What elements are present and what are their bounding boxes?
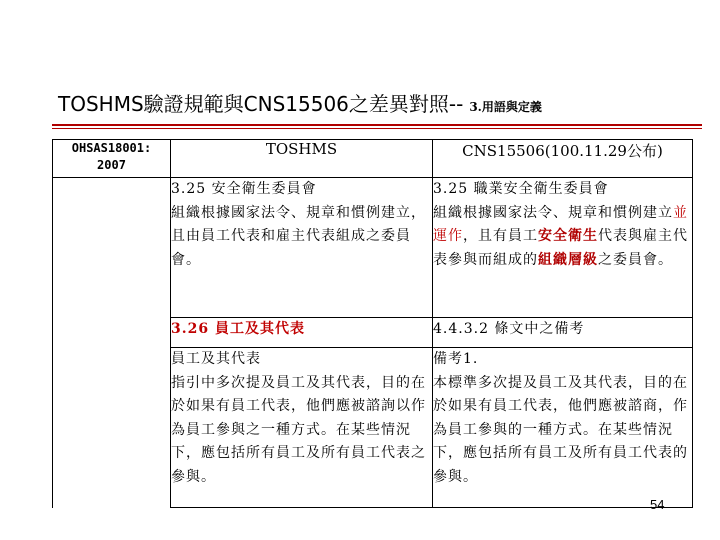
cns-326-heading-text: 4.4.3.2 條文中之備考 xyxy=(433,321,585,337)
slide-title-sub: 3.用語與定義 xyxy=(469,100,542,114)
cns-325-highlight-3: 組織層級 xyxy=(538,251,598,268)
cns-325-text-1: 組織根據國家法令、規章和慣例建立 xyxy=(433,204,673,221)
slide-title-main: TOSHMS驗證規範與CNS15506之差異對照-- xyxy=(58,92,464,116)
row-325 xyxy=(53,178,693,318)
cns-325-highlight-1: 並運作 xyxy=(433,204,688,244)
cns-325-body xyxy=(433,202,692,273)
title-divider xyxy=(52,124,702,126)
cns-325-text-4: 之委員會。 xyxy=(598,251,673,268)
toshms-326-body: 員工及其代表 指引中多次提及員工及其代表，目的在於如果有員工代表，他們應被諮詢以作為員工參與之一種方式。在某些情況下，應包括所有員工及所有員工代表之參與。 xyxy=(171,348,433,508)
header-cns: CNS15506(100.11.29公布) xyxy=(433,140,693,178)
page-number: 54 xyxy=(650,497,665,512)
toshms-325-cell xyxy=(171,178,433,318)
cns-325-cell xyxy=(433,178,693,318)
toshms-326-heading xyxy=(171,318,433,348)
title-divider-thin xyxy=(52,128,702,129)
ohsas-cell-empty-2 xyxy=(53,318,171,348)
cns-325-text-2: ，且有員工 xyxy=(463,228,538,244)
row-326-body xyxy=(53,348,693,508)
row-326-heading xyxy=(53,318,693,348)
ohsas-cell-empty-3 xyxy=(53,348,171,508)
cns-325-highlight-2: 安全衛生 xyxy=(538,228,598,244)
ohsas-cell-empty xyxy=(53,178,171,318)
header-toshms: TOSHMS xyxy=(171,140,433,178)
cns-325-text-3: 代表與雇主代表參與而組成的 xyxy=(433,228,688,268)
header-row xyxy=(53,140,693,178)
cns-325-title: 3.25 職業安全衛生委員會 xyxy=(433,181,609,197)
toshms-325-title: 3.25 安全衛生委員會 xyxy=(171,181,317,197)
toshms-325-body: 組織根據國家法令、規章和慣例建立，且由員工代表和雇主代表組成之委員會。 xyxy=(171,204,426,268)
cns-326-body: 備考1. 本標準多次提及員工及其代表，目的在於如果有員工代表，他們應被諮商，作為員工參與的一種方式。在某些情況下，應包括所有員工及所有員工代表的參與。 xyxy=(433,348,693,508)
header-ohsas: OHSAS18001: 2007 xyxy=(53,140,171,178)
cns-326-heading xyxy=(433,318,693,348)
slide-title xyxy=(58,88,698,118)
toshms-326-heading-text: 3.26 員工及其代表 xyxy=(171,321,305,337)
comparison-table xyxy=(52,139,693,508)
